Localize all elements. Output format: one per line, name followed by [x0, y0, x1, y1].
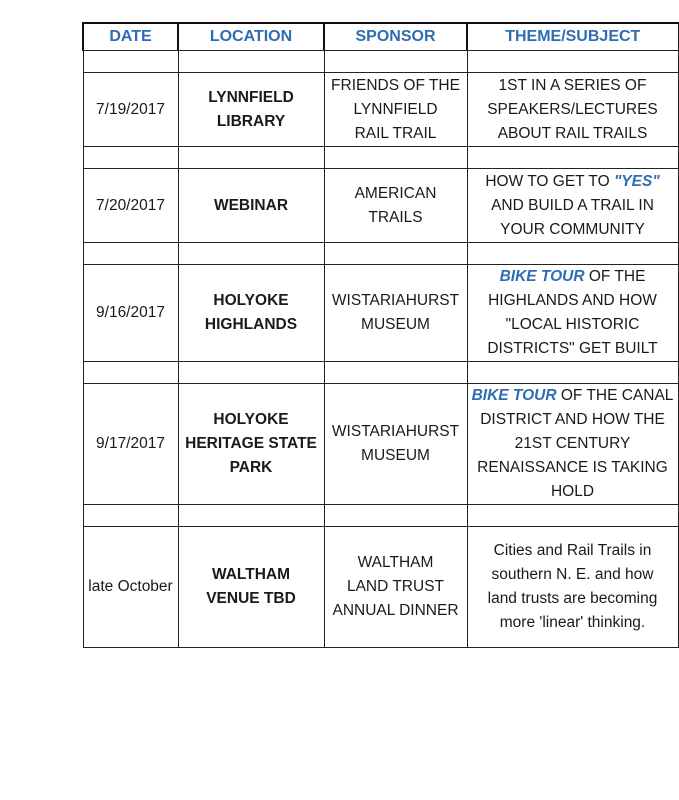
- theme-line: DISTRICTS" GET BUILT: [487, 340, 658, 357]
- location-line: HIGHLANDS: [204, 316, 298, 333]
- event-location: [178, 527, 324, 648]
- sponsor-line: WISTARIAHURST: [331, 292, 460, 309]
- event-date: 9/16/2017: [83, 265, 178, 362]
- theme-text: HOW TO GET TO: [485, 172, 614, 190]
- header-row: [83, 23, 678, 51]
- theme-line: [470, 170, 676, 194]
- theme-text: OF THE CANAL: [556, 387, 674, 404]
- location-line: HERITAGE STATE: [185, 435, 317, 452]
- theme-line: YOUR COMMUNITY: [500, 220, 645, 238]
- theme-line: RENAISSANCE IS TAKING: [477, 459, 668, 476]
- theme-line: SPEAKERS/LECTURES: [487, 100, 658, 118]
- event-row: [83, 527, 678, 648]
- sponsor-line: MUSEUM: [361, 316, 430, 333]
- location-line: LIBRARY: [216, 112, 286, 130]
- event-date: 9/17/2017: [83, 384, 178, 505]
- event-location: [178, 265, 324, 362]
- event-sponsor: [324, 265, 467, 362]
- location-line: HOLYOKE: [213, 411, 289, 428]
- event-row: [83, 169, 678, 243]
- spacer-row: [83, 505, 678, 527]
- theme-line: HOLD: [550, 483, 595, 500]
- theme-line: ABOUT RAIL TRAILS: [497, 124, 648, 142]
- event-theme: [467, 73, 678, 147]
- location-line: HOLYOKE: [213, 292, 289, 309]
- event-sponsor: [324, 73, 467, 147]
- theme-line: land trusts are becoming: [487, 590, 658, 607]
- theme-line: DISTRICT AND HOW THE: [480, 411, 665, 428]
- sponsor-line: ANNUAL DINNER: [332, 602, 459, 619]
- event-sponsor: [324, 384, 467, 505]
- theme-line: [470, 384, 676, 408]
- spacer-row: [83, 51, 678, 73]
- sponsor-line: TRAILS: [368, 208, 423, 226]
- event-date: 7/20/2017: [83, 169, 178, 243]
- event-date: 7/19/2017: [83, 73, 178, 147]
- event-date: late October: [83, 527, 178, 648]
- theme-line: more 'linear' thinking.: [499, 614, 646, 631]
- theme-line: AND BUILD A TRAIL IN: [491, 196, 654, 214]
- theme-line: "LOCAL HISTORIC: [505, 316, 640, 333]
- sponsor-line: WISTARIAHURST: [331, 423, 460, 440]
- theme-line: southern N. E. and how: [491, 566, 654, 583]
- event-theme: [467, 265, 678, 362]
- theme-highlight: BIKE TOUR: [499, 268, 585, 285]
- events-table: [82, 22, 679, 648]
- event-theme: [467, 527, 678, 648]
- event-theme: [467, 384, 678, 505]
- sponsor-line: LYNNFIELD: [353, 100, 438, 118]
- event-location: [178, 384, 324, 505]
- location-line: WALTHAM: [211, 566, 291, 583]
- sponsor-line: RAIL TRAIL: [354, 124, 437, 142]
- header-date: DATE: [83, 23, 178, 51]
- sponsor-line: MUSEUM: [361, 447, 430, 464]
- theme-line: 1ST IN A SERIES OF: [498, 76, 647, 94]
- theme-line: Cities and Rail Trails in: [493, 542, 652, 559]
- header-sponsor: SPONSOR: [324, 23, 467, 51]
- spacer-row: [83, 362, 678, 384]
- location-line: WEBINAR: [213, 196, 289, 214]
- sponsor-line: AMERICAN: [354, 184, 437, 202]
- header-location: LOCATION: [178, 23, 324, 51]
- location-line: LYNNFIELD: [208, 88, 294, 106]
- event-theme: [467, 169, 678, 243]
- event-row: [83, 265, 678, 362]
- theme-line: 21ST CENTURY: [514, 435, 631, 452]
- location-line: PARK: [229, 459, 273, 476]
- theme-highlight: BIKE TOUR: [471, 387, 557, 404]
- spacer-row: [83, 243, 678, 265]
- sponsor-line: LAND TRUST: [346, 578, 445, 595]
- event-sponsor: [324, 527, 467, 648]
- event-location: [178, 73, 324, 147]
- event-sponsor: [324, 169, 467, 243]
- theme-line: HIGHLANDS AND HOW: [488, 292, 657, 309]
- header-theme: THEME/SUBJECT: [467, 23, 678, 51]
- sponsor-line: WALTHAM: [357, 554, 434, 571]
- event-location: [178, 169, 324, 243]
- theme-line: [470, 265, 676, 289]
- event-row: [83, 73, 678, 147]
- sponsor-line: FRIENDS OF THE: [331, 76, 460, 94]
- spacer-row: [83, 147, 678, 169]
- location-line: VENUE TBD: [206, 590, 296, 607]
- theme-highlight: "YES": [613, 172, 660, 190]
- theme-text: OF THE: [584, 268, 646, 285]
- event-row: [83, 384, 678, 505]
